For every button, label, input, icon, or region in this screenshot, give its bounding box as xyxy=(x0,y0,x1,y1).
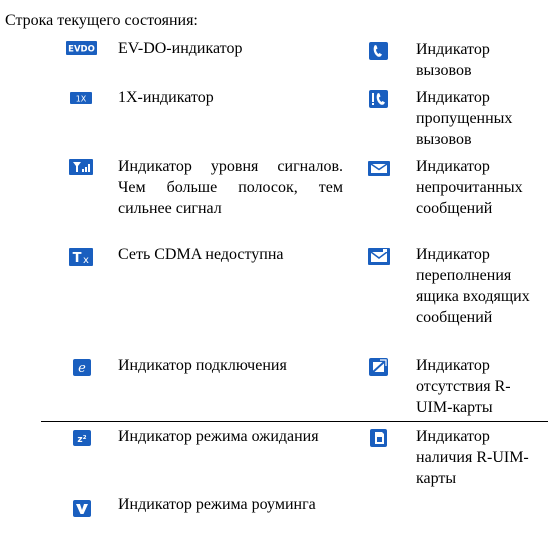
no-cdma-network-icon xyxy=(69,248,93,266)
section-divider xyxy=(41,421,548,422)
no-net-t-glyph: T xyxy=(72,251,82,266)
signal-strength-icon xyxy=(69,159,93,175)
evdo-glyph: EVDO xyxy=(68,44,95,55)
inbox-full-icon xyxy=(368,248,390,265)
ruim-card-present-icon xyxy=(370,429,387,447)
right-item-label-ruim-present: Индикатор наличия R-UIM-карты xyxy=(416,428,529,487)
evdo-indicator-icon xyxy=(66,41,97,55)
1x-glyph: 1X xyxy=(75,94,87,104)
left-item-label-no-cdma: Сеть CDMA недоступна xyxy=(118,246,284,263)
right-item-label-unread: Индикатор непрочитанных сообщений xyxy=(416,158,523,217)
roaming-icon xyxy=(73,500,91,517)
left-item-label-connection: Индикатор подключения xyxy=(118,357,287,374)
right-item-label-missed-call: Индикатор пропущенных вызовов xyxy=(416,89,513,148)
connection-icon xyxy=(73,359,91,376)
standby-glyph: z² xyxy=(77,435,87,445)
left-item-label-roaming: Индикатор режима роуминга xyxy=(118,496,316,513)
right-item-label-no-ruim: Индикатор отсутствия R-UIM-карты xyxy=(416,357,511,416)
1x-indicator-icon xyxy=(70,92,92,104)
unread-message-icon xyxy=(368,161,390,176)
left-item-label-standby: Индикатор режима ожидания xyxy=(118,428,319,445)
right-item-label-inbox-full: Индикатор переполнения ящика входящих сообщений xyxy=(416,246,530,326)
no-net-x-glyph: x xyxy=(83,255,89,266)
no-ruim-card-icon xyxy=(369,358,388,376)
page-title: Строка текущего состояния: xyxy=(5,12,198,29)
left-item-label-evdo: EV-DO-индикатор xyxy=(118,40,243,57)
right-item-label-call: Индикатор вызовов xyxy=(416,41,490,79)
connection-glyph: e xyxy=(78,361,86,376)
missed-call-icon xyxy=(369,90,388,108)
standby-icon xyxy=(73,430,91,446)
left-item-label-signal: Индикатор уровня сигналов. Чем больше полосок, тем сильнее сигнал xyxy=(118,158,343,217)
left-item-label-1x: 1X-индикатор xyxy=(118,89,214,106)
call-icon xyxy=(369,42,388,60)
